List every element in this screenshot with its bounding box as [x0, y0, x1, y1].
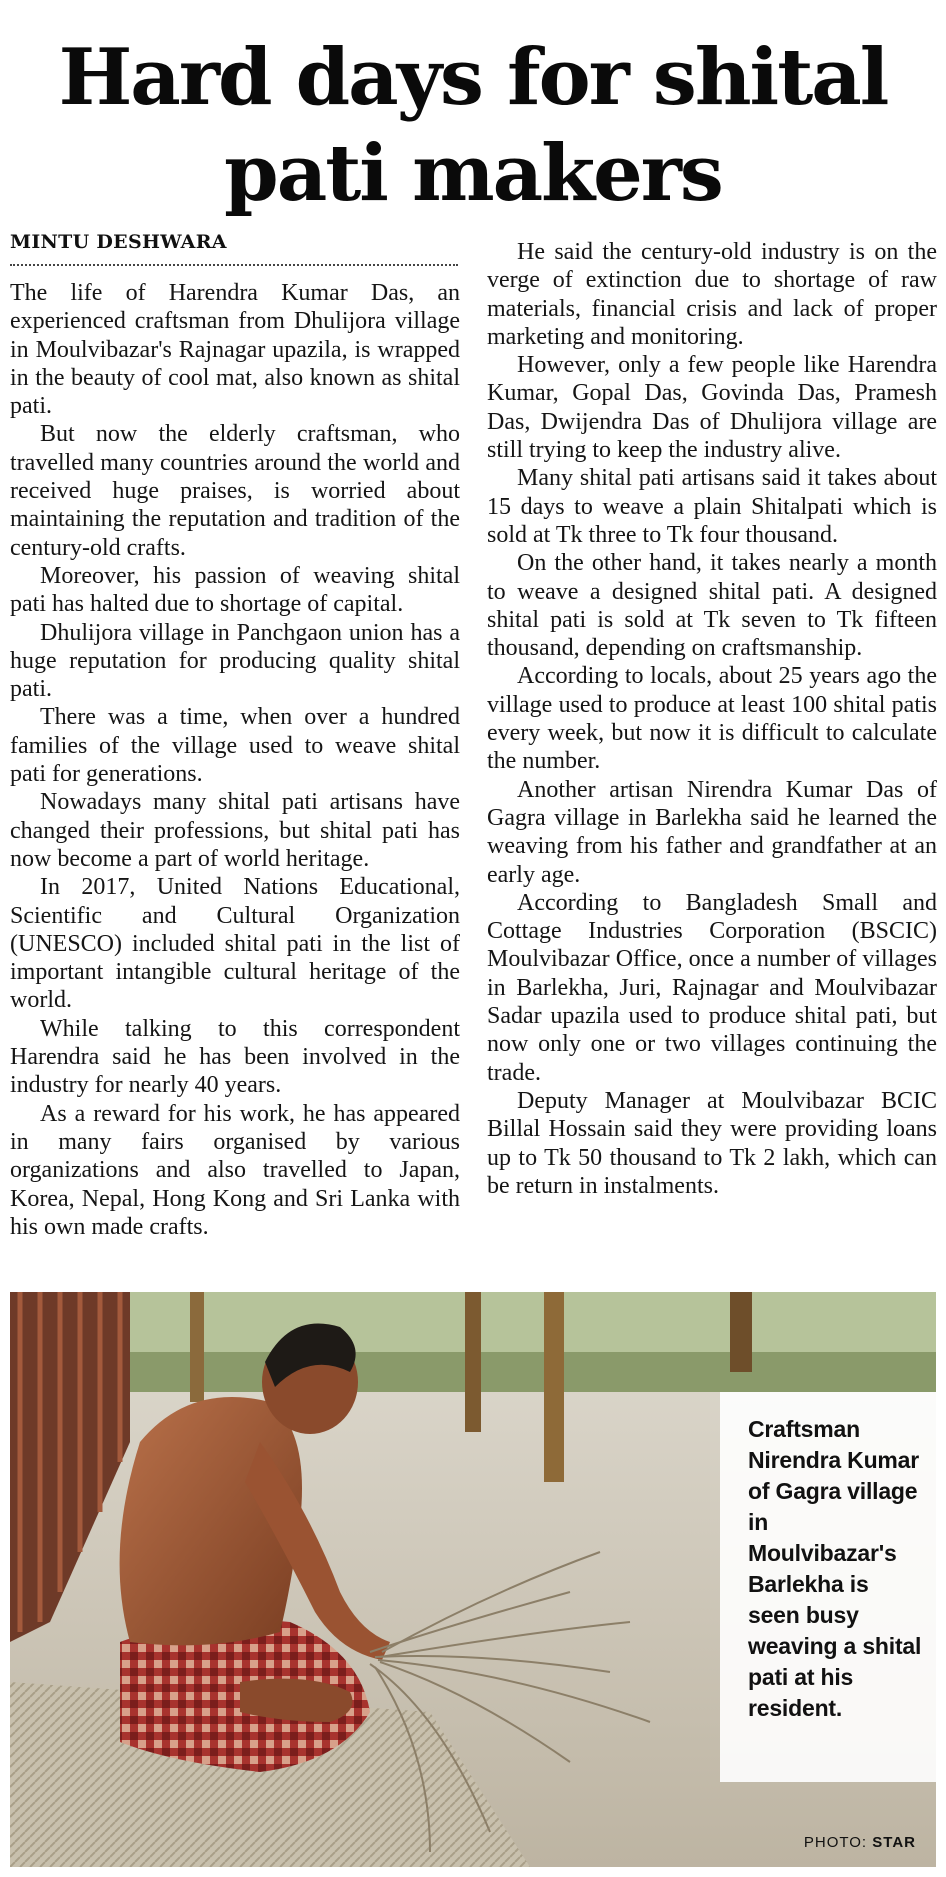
paragraph: Many shital pati artisans said it takes about 15 days to weave a plain Shitalpati which is sold at Tk three to Tk four thousand.: [487, 465, 937, 548]
article-column-left: [10, 279, 460, 1241]
paragraph: But now the elderly craftsman, who travelled many countries around the world and received huge praises, is worried about maintaining the reputation and tradition of the century-old crafts.: [10, 421, 460, 561]
news-photo: [10, 1292, 936, 1867]
paragraph: While talking to this correspondent Harendra said he has been involved in the industry for nearly 40 years.: [10, 1015, 460, 1099]
photo-credit: [804, 1834, 916, 1851]
photo-caption: Craftsman Nirendra Kumar of Gagra village in Moulvibazar's Barlekha is seen busy weaving a shital pati at his resident.: [748, 1416, 922, 1721]
paragraph: On the other hand, it takes nearly a month to weave a designed shital pati. A designed shital pati is sold at Tk seven to Tk fifteen thousand, depending on craftsmanship.: [487, 550, 937, 662]
paragraph: Dhulijora village in Panchgaon union has a huge reputation for producing quality shital pati.: [10, 619, 460, 703]
photo-credit-source: STAR: [872, 1834, 916, 1851]
headline: [0, 30, 946, 222]
paragraph: Deputy Manager at Moulvibazar BCIC Billal Hossain said they were providing loans up to Tk 50 thousand to Tk 2 lakh, which can be return in instalments.: [487, 1087, 937, 1199]
photo-credit-prefix: PHOTO:: [803, 1834, 868, 1851]
photo-caption-box: [720, 1392, 936, 1782]
paragraph: According to Bangladesh Small and Cottage Industries Corporation (BSCIC) Moulvibazar Office, once a number of villages in Barlekha, Juri, Rajnagar and Moulvibazar Sadar upazila used to produce shital pati, but now only one or two villages continuing the trade.: [487, 889, 937, 1086]
byline: MINTU DESHWARA: [10, 230, 458, 266]
paragraph: Moreover, his passion of weaving shital pati has halted due to shortage of capital.: [10, 562, 460, 618]
paragraph: He said the century-old industry is on the verge of extinction due to shortage of raw materials, financial crisis and lack of proper marketing and monitoring.: [487, 239, 937, 350]
paragraph: In 2017, United Nations Educational, Scientific and Cultural Organization (UNESCO) included shital pati in the list of important intangible cultural heritage of the world.: [10, 874, 460, 1014]
headline-line-1: Hard days for shital: [58, 32, 888, 123]
paragraph: However, only a few people like Harendra Kumar, Gopal Das, Govinda Das, Pramesh Das, Dwijendra Das of Dhulijora village are still trying to keep the industry alive.: [487, 352, 937, 464]
headline-line-2: pati makers: [224, 128, 722, 219]
paragraph: As a reward for his work, he has appeared in many fairs organised by various organizations and also travelled to Japan, Korea, Nepal, Hong Kong and Sri Lanka with his own made crafts.: [10, 1100, 460, 1240]
paragraph: The life of Harendra Kumar Das, an experienced craftsman from Dhulijora village in Moulvibazar's Rajnagar upazila, is wrapped in the beauty of cool mat, also known as shital pati.: [10, 280, 460, 420]
paragraph: Another artisan Nirendra Kumar Das of Gagra village in Barlekha said he learned the weaving from his father and grandfather at an early age.: [487, 776, 937, 888]
paragraph: There was a time, when over a hundred families of the village used to weave shital pati for generations.: [10, 704, 460, 788]
paragraph: According to locals, about 25 years ago the village used to produce at least 100 shital patis every week, but now it is difficult to calculate the number.: [487, 663, 937, 775]
paragraph: Nowadays many shital pati artisans have changed their professions, but shital pati has now become a part of world heritage.: [10, 789, 460, 872]
article-column-right: [487, 238, 937, 1200]
